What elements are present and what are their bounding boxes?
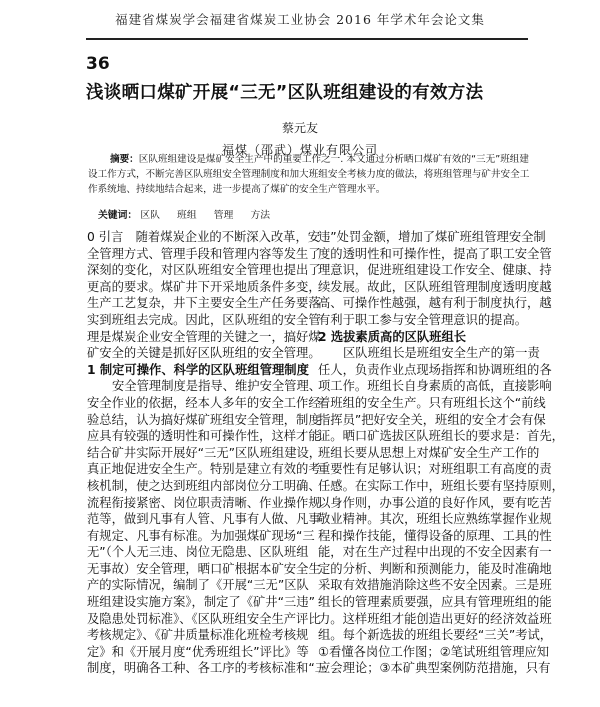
- keyword: 区队: [140, 210, 160, 221]
- text-line: 深刻的变化，对区队班组安全管理也提出了: [87, 263, 321, 278]
- affiliation: 福煤（邵武）煤业有限公司: [221, 143, 378, 157]
- text-line: 组长的管理素质要强，应具有管理班组的能: [318, 595, 552, 610]
- section-heading: 2 选拔素质高的区队班组长: [318, 329, 467, 344]
- text-line: 全管理方式、管理手段和管理内容等发生了: [87, 246, 321, 261]
- text-line: 续发展。故此，区队班组管理制度透明度越: [318, 279, 552, 294]
- text-line: 项工作。班组长自身素质的高低，直接影响: [318, 379, 552, 394]
- text-line: 证。晒口矿选拔区队班组长的要求是：首先，: [318, 429, 564, 444]
- abstract-text: 区队班组建设是煤矿安全生产中的重要工作之一. 本文通过分析晒口煤矿有效的“三无”班组建: [138, 154, 529, 165]
- text-line: 组。每个新选拔的班组长要经“三关”考试，: [318, 628, 553, 643]
- article-title: 浅谈晒口煤矿开展“三无”区队班组建设的有效方法: [86, 83, 484, 103]
- keyword: 管理: [213, 210, 234, 221]
- text-line: 无”（个人无三违、岗位无隐患、区队班组: [87, 545, 309, 560]
- text-line: 重要性有足够认识；对班组职工有高度的责: [318, 462, 552, 477]
- text-line: 度的透明性和可操作性，提高了职工安全管: [318, 246, 552, 261]
- text-line: 制度，明确各工种、各工序的考核标准和“三: [87, 661, 328, 676]
- text-line: 定》和《开展月度“优秀班组长”评比》等: [87, 644, 309, 659]
- text-line: 任人，负责作业点现场指挥和协调班组的各: [318, 362, 552, 377]
- text-line: 有规定、凡事有标准。为加强煤矿现场“三: [87, 528, 315, 543]
- text-line: 真正地促进安全生产。特别是建立有效的考: [87, 462, 321, 477]
- article-number: 36: [86, 54, 110, 74]
- section-heading: 1 制定可操作、科学的区队班组管理制度: [87, 362, 309, 377]
- text-line: 程和操作技能，懂得设备的原理、工具的性: [318, 528, 552, 543]
- text-line: 能，对在生产过程中出现的不安全因素有一: [318, 545, 552, 560]
- text-line: 班组长要从思想上对煤矿安全生产工作的: [318, 445, 540, 460]
- text-line: 0 引言 随着煤炭企业的不断深入改革，安: [87, 230, 321, 244]
- text-line: 采取有效措施消除这些不安全因素。三是班: [318, 578, 552, 593]
- text-line: 任感。在实际工作中，班组长要有坚持原则，: [318, 478, 564, 493]
- abstract-label: 摘要：: [110, 154, 139, 165]
- text-line: 结合矿井实际开展好“三无”区队班组建设，: [87, 445, 322, 460]
- keywords-label: 关键词：: [98, 210, 138, 221]
- text-line: 以身作则，办事公道的良好作风，要有吃苦: [318, 495, 552, 510]
- text-line: 流程衔接紧密、岗位职责清晰、作业操作规: [87, 495, 321, 510]
- text-line: 敬业精神。其次，班组长应熟练掌握作业规: [318, 512, 552, 527]
- left-column: [87, 229, 328, 677]
- text-line: [88, 152, 528, 167]
- text-line: 安全作业的依据，经本人多年的安全工作经: [87, 395, 321, 410]
- text-line: 理意识，促进班组建设工作安全、健康、持: [318, 263, 552, 278]
- text-line: 区队班组长是班组安全生产的第一责: [343, 346, 540, 361]
- text-line: ①看懂各岗位工作图；②笔试班组管理应知: [318, 644, 550, 659]
- text-line: 应会理论；③本矿典型案例防范措施，只有: [318, 661, 551, 676]
- text-line: 应具有较强的透明性和可操作性，这样才能: [87, 429, 321, 444]
- keyword: 方法: [250, 210, 271, 221]
- text-line: 理是煤炭企业安全管理的关键之一，搞好煤: [87, 329, 321, 344]
- text-line: 作系统地、持续地结合起来，进一步提高了煤矿的安全生产管理水平。: [88, 184, 386, 195]
- text-line: 力。这样班组才能创造出更好的经济效益班: [318, 611, 552, 626]
- text-line: 定的分析、判断和预测能力，能及时准确地: [318, 561, 552, 576]
- text-line: 及隐患处罚标准》、《区队班组安全生产评比: [87, 611, 321, 626]
- text-line: 高、可操作性越强，越有利于制度执行，越: [318, 296, 552, 311]
- text-line: 实到班组去完成。因此，区队班组的安全管: [87, 312, 321, 327]
- keywords: [98, 207, 284, 221]
- text-line: 班组建设实施方案》，制定了《矿井“三违”: [87, 595, 315, 610]
- text-line: 生产工艺复杂，井下主要安全生产任务要落: [87, 296, 321, 311]
- text-line: 设工作方式，不断完善区队班组安全管理制度和加大班组安全考核力度的做法，将班组管理与矿井安全工: [88, 169, 530, 180]
- text-line: 核机制，使之达到班组内部岗位分工明确、: [87, 478, 321, 493]
- running-header: 福建省煤炭学会福建省煤炭工业协会 2016 年学术年会论文集: [115, 12, 485, 27]
- text-line: 着班组的安全生产。只有班组长这个“前线: [318, 395, 546, 410]
- text-line: 安全管理制度是指导、维护安全管理、: [112, 379, 322, 394]
- text-line: 违”处罚金额，增加了煤矿班组管理安全制: [318, 230, 546, 244]
- text-line: 产的实际情况，编制了《开展“三无”区队: [87, 578, 309, 593]
- text-line: 无事故）安全管理，晒口矿根据本矿安全生: [87, 561, 321, 576]
- text-line: 验总结，认为搞好煤矿班组安全管理，制度: [87, 412, 321, 427]
- keyword: 班组: [177, 210, 197, 221]
- text-line: 矿安全的关键是抓好区队班组的安全管理。: [87, 346, 321, 361]
- text-line: 更高的要求。煤矿井下开采地质条件多变，: [87, 279, 321, 294]
- text-line: 指挥员”把好安全关，班组的安全才会有保: [318, 412, 546, 427]
- abstract: [88, 152, 528, 197]
- text-line: 有利于职工参与安全管理意识的提高。: [318, 312, 528, 327]
- header-rule: [86, 38, 528, 40]
- text-line: 考核规定》、《矿井质量标准化班检考核规: [87, 628, 309, 643]
- text-line: 范等，做到凡事有人管、凡事有人做、凡事: [87, 512, 321, 527]
- right-column: [318, 229, 564, 677]
- author: 蔡元友: [281, 121, 318, 135]
